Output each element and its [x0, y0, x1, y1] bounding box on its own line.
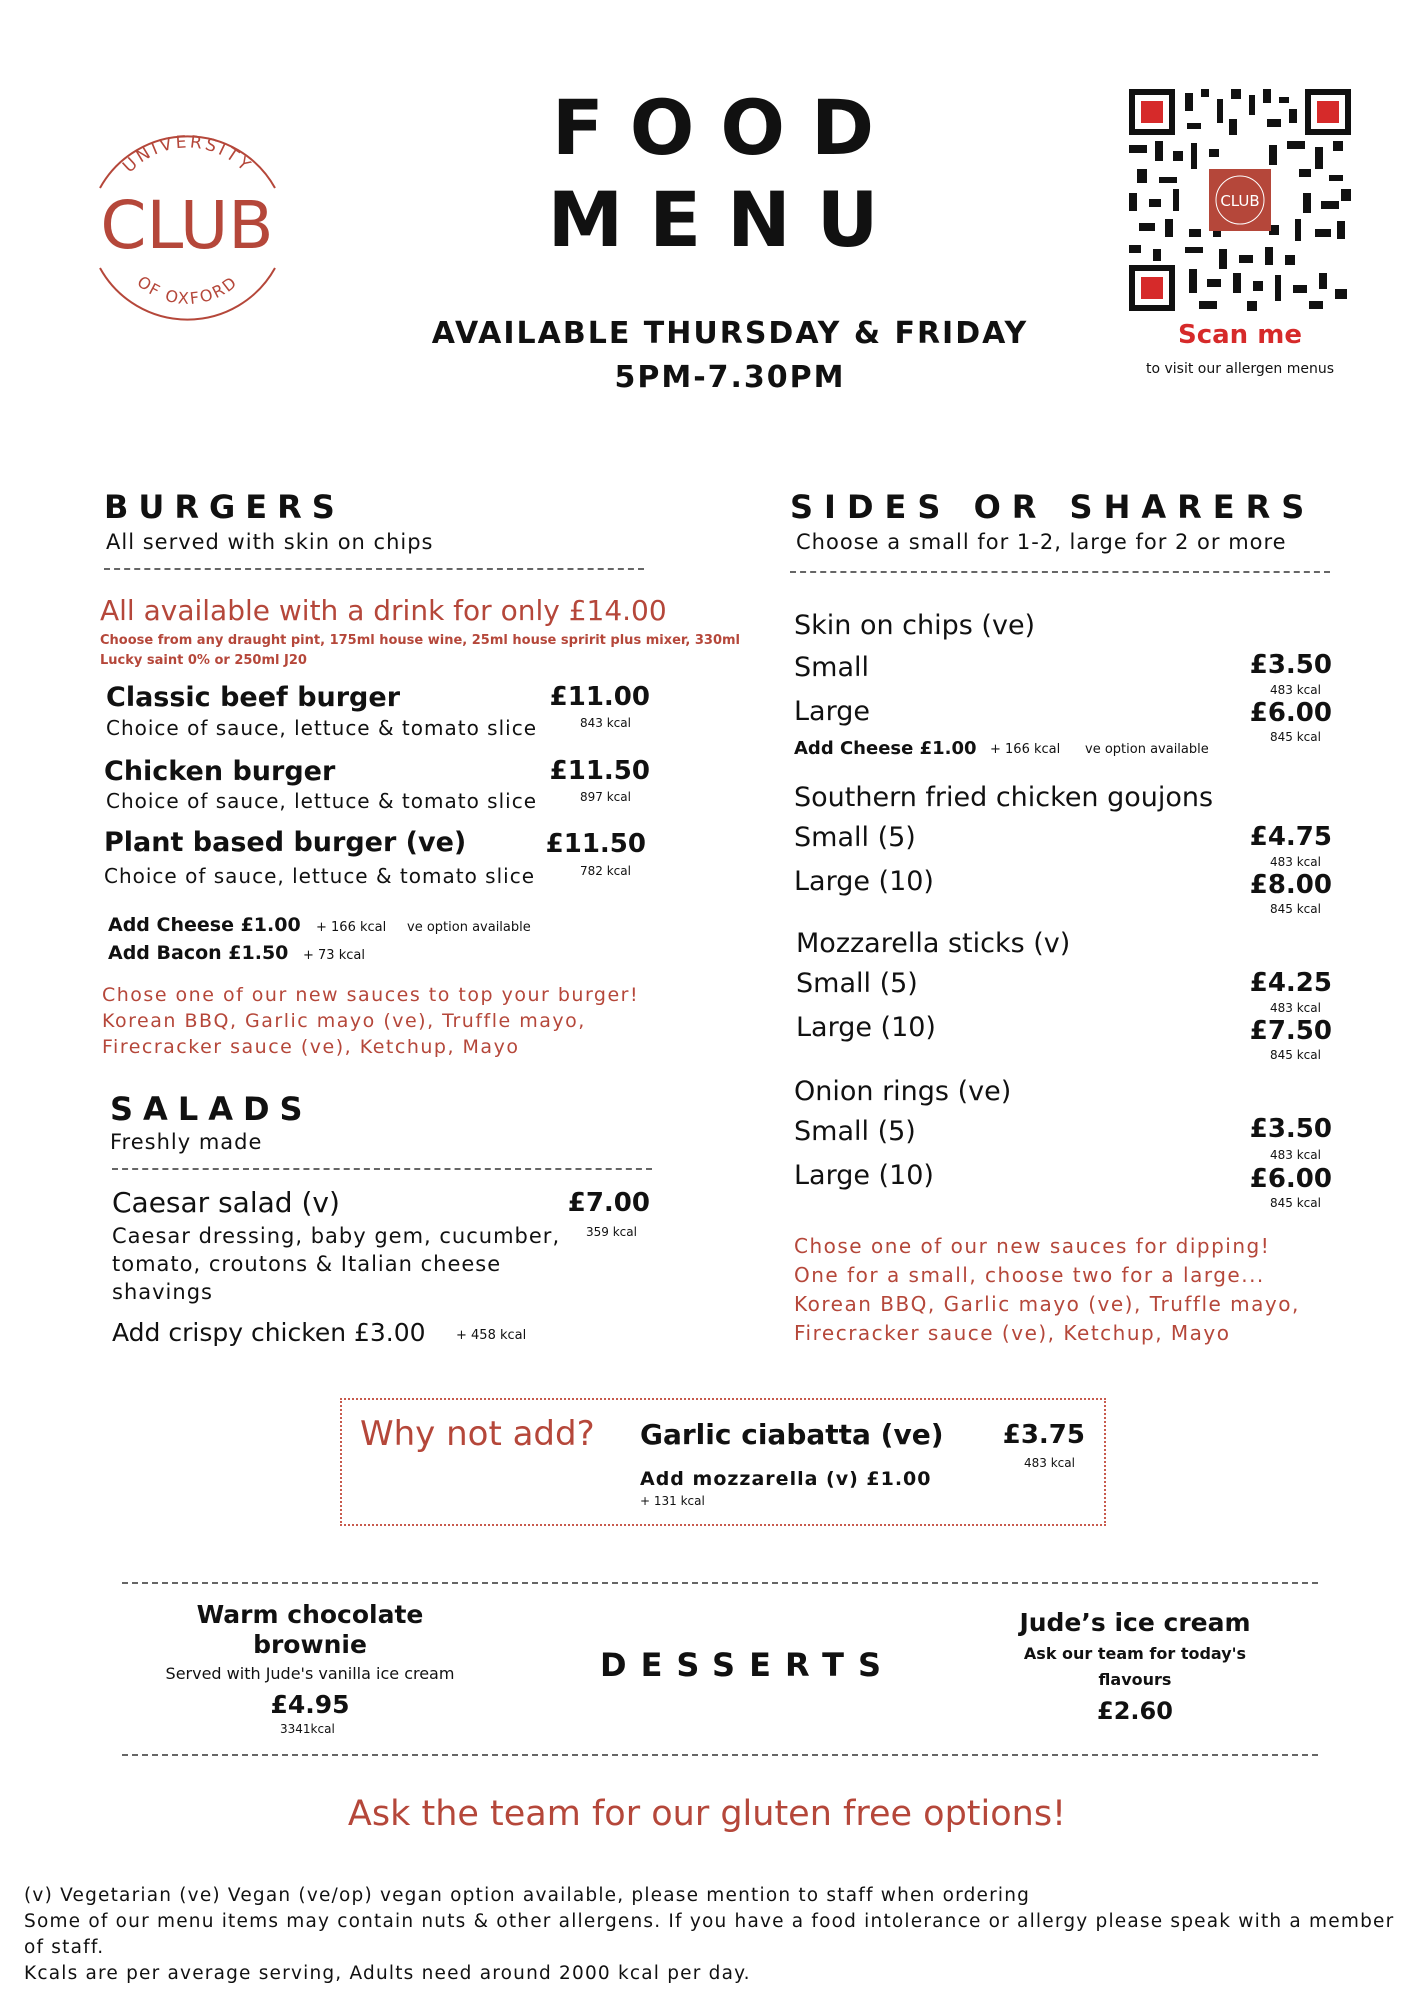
side-item-name: Skin on chips (ve): [794, 610, 1036, 641]
menu-title-food: FOOD: [551, 83, 901, 172]
footer-allergen-note: Some of our menu items may contain nuts & other allergens. If you have a food intolerance or allergy please speak with a member of staff.: [24, 1911, 1395, 1958]
side-small-kcal: 483 kcal: [1270, 683, 1321, 697]
logo-main-text: CLUB: [100, 187, 274, 264]
side-item-name: Onion rings (ve): [794, 1076, 1012, 1107]
side-large-kcal: 845 kcal: [1270, 1196, 1321, 1210]
side-small-kcal: 483 kcal: [1270, 855, 1321, 869]
side-small-price: £4.75: [1249, 822, 1332, 852]
why-not-add-on: Add mozzarella (v) £1.00: [640, 1468, 932, 1490]
burger-item-name: Chicken burger: [104, 756, 336, 787]
burger-item-desc: Choice of sauce, lettuce & tomato slice: [104, 864, 536, 888]
sides-divider: [790, 571, 1330, 573]
side-large-label: Large (10): [796, 1012, 936, 1043]
add-cheese: Add Cheese £1.00: [108, 914, 301, 936]
logo-top-text: UNIVERSITY: [119, 132, 257, 178]
sides-sauce-line: Firecracker sauce (ve), Ketchup, Mayo: [794, 1321, 1231, 1345]
side-large-kcal: 845 kcal: [1270, 902, 1321, 916]
brownie-desc: Served with Jude's vanilla ice cream: [165, 1664, 455, 1683]
brownie-name-line2: brownie: [253, 1630, 367, 1659]
side-small-label: Small (5): [794, 822, 916, 853]
burger-item-kcal: 843 kcal: [580, 716, 631, 730]
ice-cream-name: Jude’s ice cream: [1019, 1608, 1251, 1637]
burger-deal-detail: Choose from any draught pint, 175ml house wine, 25ml house spririt plus mixer, 330ml Lucky saint 0% or 250ml J20: [100, 633, 741, 668]
side-small-label: Small (5): [794, 1116, 916, 1147]
side-item-name: Mozzarella sticks (v): [796, 928, 1071, 959]
burger-item-name: Classic beef burger: [106, 682, 401, 713]
side-large-label: Large (10): [794, 1160, 934, 1191]
add-cheese-kcal: + 166 kcal: [316, 920, 387, 935]
sides-sauce-line: Chose one of our new sauces for dipping!: [794, 1234, 1271, 1258]
chips-add-cheese: Add Cheese £1.00: [794, 738, 977, 759]
available-time: 5PM-7.30PM: [614, 360, 846, 395]
side-small-kcal: 483 kcal: [1270, 1148, 1321, 1162]
burger-item-desc: Choice of sauce, lettuce & tomato slice: [106, 789, 538, 813]
burger-item-desc: Choice of sauce, lettuce & tomato slice: [106, 716, 538, 740]
side-large-kcal: 845 kcal: [1270, 1048, 1321, 1062]
why-not-kcal: 483 kcal: [1024, 1456, 1075, 1470]
salads-subheading: Freshly made: [110, 1130, 263, 1154]
chips-add-cheese-kcal: + 166 kcal: [990, 742, 1061, 757]
why-not-add-on-kcal: + 131 kcal: [640, 1494, 705, 1508]
why-not-item: Garlic ciabatta (ve): [640, 1418, 944, 1451]
burgers-heading: BURGERS: [104, 488, 345, 526]
sides-heading: SIDES OR SHARERS: [790, 488, 1316, 526]
footer-legend: (v) Vegetarian (ve) Vegan (ve/op) vegan option available, please mention to staff when ordering: [24, 1885, 1031, 1906]
scan-me-label[interactable]: Scan me: [1178, 320, 1302, 350]
ice-cream-price: £2.60: [1097, 1697, 1173, 1725]
salads-heading: SALADS: [110, 1090, 313, 1128]
side-large-label: Large (10): [794, 866, 934, 897]
desserts-divider-bottom: [122, 1754, 1318, 1756]
logo-bottom-text: OF OXFORD: [133, 271, 242, 309]
burger-item-price: £11.50: [545, 829, 646, 859]
salad-item-price: £7.00: [567, 1188, 650, 1218]
add-cheese-note: ve option available: [407, 920, 531, 935]
side-small-label: Small: [794, 652, 869, 683]
ice-cream-desc-line2: flavours: [1098, 1670, 1172, 1689]
burger-item-price: £11.50: [549, 756, 650, 786]
sides-sauce-line: Korean BBQ, Garlic mayo (ve), Truffle mayo,: [794, 1292, 1300, 1316]
brownie-kcal: 3341kcal: [280, 1722, 335, 1736]
side-small-label: Small (5): [796, 968, 918, 999]
allergen-qr-code[interactable]: [1129, 89, 1351, 311]
club-logo: [70, 108, 305, 343]
desserts-divider-top: [122, 1582, 1318, 1584]
footer-kcal-note: Kcals are per average serving, Adults need around 2000 kcal per day.: [24, 1963, 751, 1984]
burgers-divider: [104, 568, 644, 570]
sides-subheading: Choose a small for 1-2, large for 2 or more: [796, 530, 1287, 554]
side-large-kcal: 845 kcal: [1270, 730, 1321, 744]
burger-item-name: Plant based burger (ve): [104, 827, 467, 858]
side-large-price: £7.50: [1249, 1016, 1332, 1046]
svg-text:UNIVERSITY: [119, 132, 256, 177]
salad-add-on-kcal: + 458 kcal: [456, 1328, 527, 1343]
svg-text:OF OXFORD: [134, 272, 242, 308]
salad-item-name: Caesar salad (v): [112, 1186, 340, 1219]
side-small-price: £3.50: [1249, 1114, 1332, 1144]
salad-item-kcal: 359 kcal: [586, 1225, 637, 1239]
side-large-price: £6.00: [1249, 1164, 1332, 1194]
brownie-price: £4.95: [270, 1690, 350, 1719]
brownie-name-line1: Warm chocolate: [196, 1600, 424, 1629]
menu-title-menu: MENU: [547, 175, 905, 264]
side-small-price: £4.25: [1249, 968, 1332, 998]
burger-sauce-intro: Chose one of our new sauces to top your burger!: [102, 984, 640, 1006]
side-small-kcal: 483 kcal: [1270, 1001, 1321, 1015]
side-large-price: £8.00: [1249, 870, 1332, 900]
burger-item-price: £11.00: [549, 682, 650, 712]
qr-center-label: CLUB: [1220, 192, 1260, 210]
available-days: AVAILABLE THURSDAY & FRIDAY: [431, 316, 1029, 351]
chips-add-cheese-note: ve option available: [1085, 742, 1209, 757]
side-large-label: Large: [794, 696, 870, 727]
desserts-heading: DESSERTS: [600, 1646, 896, 1684]
side-item-name: Southern fried chicken goujons: [794, 782, 1214, 813]
scan-me-subtext: to visit our allergen menus: [1145, 361, 1335, 377]
sides-sauce-line: One for a small, choose two for a large...: [794, 1263, 1265, 1287]
add-bacon: Add Bacon £1.50: [108, 942, 289, 964]
add-bacon-kcal: + 73 kcal: [303, 948, 365, 963]
side-large-price: £6.00: [1249, 698, 1332, 728]
why-not-add-label: Why not add?: [360, 1414, 595, 1454]
salads-divider: [112, 1168, 652, 1170]
burgers-subheading: All served with skin on chips: [106, 530, 434, 554]
side-small-price: £3.50: [1249, 650, 1332, 680]
burger-item-kcal: 782 kcal: [580, 864, 631, 878]
why-not-price: £3.75: [1002, 1420, 1085, 1450]
gluten-free-note: Ask the team for our gluten free options!: [347, 1794, 1067, 1834]
salad-add-on: Add crispy chicken £3.00: [112, 1318, 426, 1347]
burger-sauce-list: Korean BBQ, Garlic mayo (ve), Truffle mayo, Firecracker sauce (ve), Ketchup, Mayo: [102, 1010, 586, 1058]
ice-cream-desc-line1: Ask our team for today's: [1023, 1644, 1247, 1663]
burger-item-kcal: 897 kcal: [580, 790, 631, 804]
salad-item-desc: Caesar dressing, baby gem, cucumber, tomato, croutons & Italian cheese shavings: [112, 1224, 561, 1304]
burger-deal-title: All available with a drink for only £14.00: [100, 594, 667, 627]
